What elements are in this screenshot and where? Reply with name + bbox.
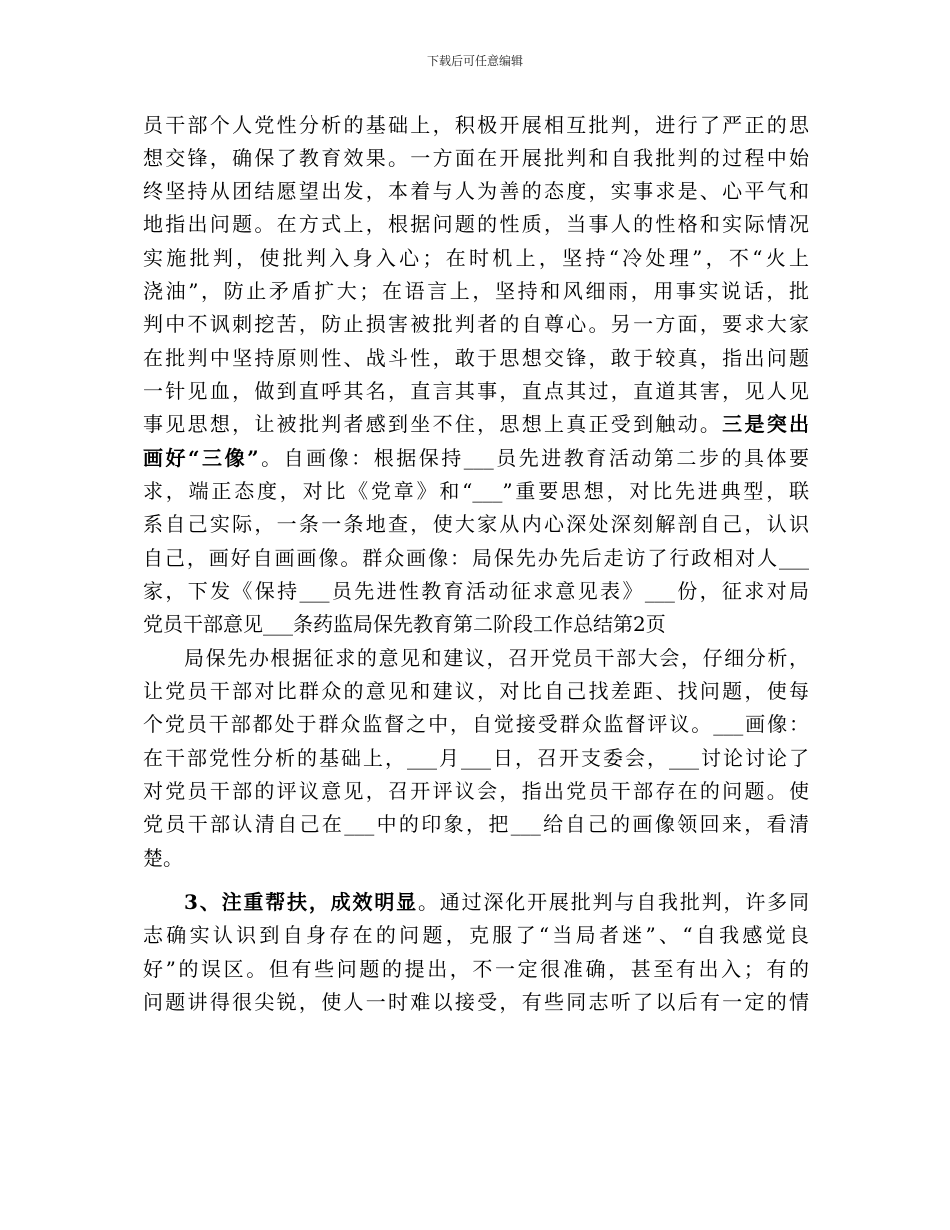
text-line	[143, 741, 809, 775]
text-run: 在干部党性分析的基础上，___月___日，召开支委会，___讨论讨论了	[143, 746, 809, 770]
text-line	[143, 507, 809, 541]
text-line	[143, 674, 809, 708]
text-run: 对党员干部的评议意见，召开评议会，指出党员干部存在的问题。使	[143, 779, 809, 803]
text-line	[143, 307, 809, 341]
text-run: 党员干部认清自己在___中的印象，把___给自己的画像领回来，看清	[143, 812, 809, 836]
text-run: 判中不讽刺挖苦，防止损害被批判者的自尊心。另一方面，要求大家	[143, 312, 809, 336]
text-line	[143, 541, 809, 575]
bold-run: 3、注重帮扶，成效明显	[184, 890, 418, 914]
text-line	[143, 918, 809, 952]
text-line	[143, 441, 809, 475]
text-line	[143, 607, 809, 641]
text-line	[143, 108, 809, 142]
text-run: 求，端正态度，对比《党章》和“___”重要思想，对比先进典型，联	[143, 479, 809, 503]
text-line	[143, 985, 809, 1019]
text-run: 局保先办根据征求的意见和建议，召开党员干部大会，仔细分析，	[184, 646, 809, 670]
text-run: 好”的误区。但有些问题的提出，不一定很准确，甚至有出入；有的	[143, 957, 809, 981]
text-run: 。自画像：根据保持___员先进教育活动第二步的具体要	[258, 446, 809, 470]
text-run: 系自己实际，一条一条地查，使大家从内心深处深刻解剖自己，认识	[143, 512, 809, 536]
text-line	[143, 174, 809, 208]
text-line	[143, 807, 809, 841]
text-run: 终坚持从团结愿望出发，本着与人为善的态度，实事求是、心平气和	[143, 179, 809, 203]
text-line	[184, 641, 809, 675]
text-run: 。通过深化开展批判与自我批判，许多同	[417, 890, 809, 914]
text-run: 让党员干部对比群众的意见和建议，对比自己找差距、找问题，使每	[143, 679, 809, 703]
text-run: 自己，画好自画画像。群众画像：局保先办先后走访了行政相对人___	[143, 546, 809, 570]
text-run: 党员干部意见___条药监局保先教育第二阶段工作总结第2页	[143, 612, 666, 636]
text-run: 员干部个人党性分析的基础上，积极开展相互批判，进行了严正的思	[143, 113, 809, 137]
text-run: 地指出问题。在方式上，根据问题的性质，当事人的性格和实际情况	[143, 212, 809, 236]
text-line	[184, 885, 809, 919]
text-line	[143, 341, 809, 375]
text-line	[143, 274, 809, 308]
text-run: 实施批判，使批判入身入心；在时机上，坚持“冷处理”，不“火上	[143, 246, 809, 270]
text-run: 一针见血，做到直呼其名，直言其事，直点其过，直道其害，见人见	[143, 379, 809, 403]
text-line	[143, 374, 809, 408]
text-run: 楚。	[143, 846, 183, 870]
text-run: 事见思想，让被批判者感到坐不住，思想上真正受到触动。	[143, 412, 723, 436]
text-run: 在批判中坚持原则性、战斗性，敢于思想交锋，敢于较真，指出问题	[143, 346, 809, 370]
text-line	[143, 574, 809, 608]
text-line	[143, 141, 809, 175]
text-run: 浇油”，防止矛盾扩大；在语言上，坚持和风细雨，用事实说话，批	[143, 279, 809, 303]
text-run: 想交锋，确保了教育效果。一方面在开展批判和自我批判的过程中始	[143, 146, 809, 170]
page-header: 下载后可任意编辑	[426, 54, 523, 68]
text-run: 家，下发《保持___员先进性教育活动征求意见表》___份，征求对局	[143, 579, 809, 603]
text-line	[143, 774, 809, 808]
text-line	[143, 707, 809, 741]
text-line	[143, 474, 809, 508]
bold-run: 画好“三像”	[143, 446, 259, 470]
text-run: 问题讲得很尖锐，使人一时难以接受，有些同志听了以后有一定的情	[143, 990, 809, 1014]
bold-run: 三是突出	[722, 412, 809, 436]
text-line	[143, 207, 809, 241]
text-run: 个党员干部都处于群众监督之中，自觉接受群众监督评议。___画像：	[143, 712, 809, 736]
text-line	[143, 241, 809, 275]
text-line	[143, 841, 809, 875]
text-run: 志确实认识到自身存在的问题，克服了“当局者迷”、“自我感觉良	[143, 923, 809, 947]
text-line	[143, 952, 809, 986]
text-line	[143, 407, 809, 441]
